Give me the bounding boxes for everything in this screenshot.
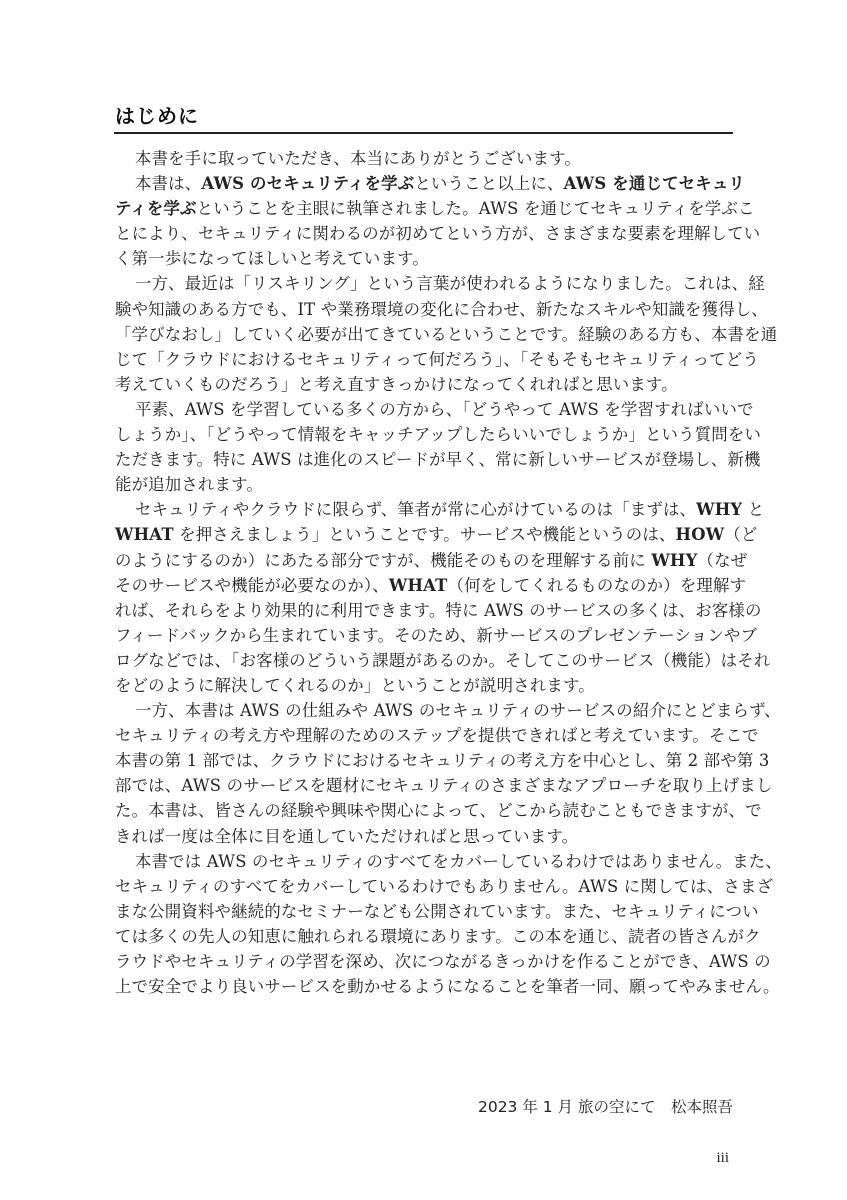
text-segment: セキュリティの考え方や理解のためのステップを提供できればと考えています。そこで: [115, 726, 759, 746]
paragraph-1-line: [115, 146, 733, 171]
text-segment: 考えていくものだろう」と考え直すきっかけになってくれればと思います。: [115, 374, 678, 394]
paragraph-4-line: [115, 447, 761, 472]
bold-text: ティを学ぶ: [115, 199, 197, 219]
paragraph-3-line: [115, 372, 733, 397]
text-segment: た。本書は、皆さんの経験や興味や関心によって、どこから読むこともできますが、で: [115, 801, 762, 821]
section-heading: はじめに: [115, 104, 199, 128]
paragraph-3-line: [115, 297, 769, 322]
paragraph-2-line: [115, 171, 746, 196]
paragraph-6-line: [115, 748, 770, 773]
text-segment: そのサービスや機能が必要なのか）、: [115, 575, 389, 595]
paragraph-5-line: [115, 573, 747, 598]
paragraph-6-line: [115, 698, 781, 723]
signature: 2023 年 1 月 旅の空にて 松本照吾: [477, 1098, 733, 1116]
paragraph-2-line: [115, 246, 733, 271]
text-segment: 一方、本書は AWS の仕組みや AWS のセキュリティのサービスの紹介にとどまらず、: [135, 701, 781, 721]
text-segment: （なぜ: [697, 550, 748, 570]
paragraph-3-line: [115, 271, 765, 296]
paragraph-5-line: [115, 497, 765, 522]
text-segment: じて「クラウドにおけるセキュリティって何だろう」、「そもそもセキュリティってどう: [115, 349, 759, 369]
text-segment: と: [742, 500, 765, 520]
text-segment: のようにするのか）にあたる部分ですが、機能そのものを理解する前に: [115, 550, 652, 570]
paragraph-6-line: [115, 798, 762, 823]
text-segment: しょうか」、「どうやって情報をキャッチアップしたらいいでしょうか」という質問をい: [115, 425, 762, 445]
paragraph-5-line: [115, 598, 762, 623]
paragraph-2-line: [115, 196, 755, 221]
text-segment: フィードバックから生まれています。そのため、新サービスのプレゼンテーションやブ: [115, 625, 758, 645]
paragraph-6-line: [115, 723, 759, 748]
text-segment: （何をしてくれるものなのか）を理解す: [447, 575, 747, 595]
body-text: [115, 146, 782, 999]
text-segment: 部では、AWS のサービスを題材にセキュリティのさまざまなアプローチを取り上げまし: [115, 776, 773, 796]
text-segment: セキュリティのすべてをカバーしているわけでもありません。AWS に関しては、さまざ: [115, 876, 774, 896]
paragraph-7-line: [115, 849, 782, 874]
paragraph-7-line: [115, 899, 759, 924]
paragraph-4-line: [115, 397, 754, 422]
bold-text: WHAT: [115, 525, 174, 545]
text-segment: ログなどでは、「お客様のどういう課題があるのか。そしてこのサービス（機能）はそれ: [115, 650, 771, 670]
paragraph-7-line: [115, 924, 761, 949]
text-segment: 本書の第 1 部では、クラウドにおけるセキュリティの考え方を中心とし、第 2 部や第 3: [115, 751, 770, 771]
paragraph-5-line: [115, 623, 758, 648]
paragraph-3-line: [115, 347, 759, 372]
bold-text: WHAT: [388, 575, 448, 595]
text-segment: をどのように解決してくれるのか」ということが説明されます。: [115, 675, 595, 695]
text-segment: く第一歩になってほしいと考えています。: [115, 249, 429, 269]
text-segment: ラウドやセキュリティの学習を深め、次につながるきっかけを作ることができ、AWS の: [115, 952, 771, 971]
text-segment: きれば一度は全体に目を通していただければと思っています。: [115, 826, 579, 846]
text-segment: とにより、セキュリティに関わるのが初めてという方が、さまざまな要素を理解してい: [115, 224, 761, 244]
bold-text: WHY: [651, 550, 698, 570]
paragraph-5-line: [115, 673, 733, 698]
bold-text: HOW: [675, 525, 725, 545]
text-segment: ては多くの先人の知恵に触れられる環境にあります。この本を通じ、読者の皆さんがク: [115, 926, 761, 946]
heading-rule: [114, 132, 733, 134]
text-segment: 上で安全でより良いサービスを動かせるようになることを筆者一同、願ってやみません。: [115, 977, 780, 997]
paragraph-7-line: [115, 874, 774, 899]
text-segment: れば、それらをより効果的に利用できます。特に AWS のサービスの多くは、お客様の: [115, 600, 762, 620]
text-segment: まな公開資料や継続的なセミナーなども公開されています。また、セキュリティについ: [115, 901, 759, 921]
paragraph-6-line: [115, 773, 773, 798]
paragraph-3-line: [115, 322, 778, 347]
text-segment: 平素、AWS を学習している多くの方から、「どうやって AWS を学習すればいいで: [135, 399, 754, 419]
paragraph-4-line: [115, 472, 733, 497]
bold-text: WHY: [696, 500, 743, 520]
text-segment: ということ以上に、: [414, 174, 564, 194]
text-segment: セキュリティやクラウドに限らず、筆者が常に心がけているのは「まずは、: [135, 500, 697, 520]
text-segment: ということを主眼に執筆されました。AWS を通じてセキュリティを学ぶこ: [196, 199, 755, 219]
text-segment: 験や知識のある方でも、IT や業務環境の変化に合わせ、新たなスキルや知識を獲得し、: [115, 299, 769, 319]
text-segment: （ど: [724, 525, 758, 545]
bold-text: のセキュリティを学ぶ: [244, 174, 415, 194]
text-segment: を押さえましょう」ということです。サービスや機能というのは、: [173, 525, 676, 545]
bold-text: AWS: [201, 174, 245, 194]
paragraph-7-line: [115, 974, 780, 999]
text-segment: ただきます。特に AWS は進化のスピードが早く、常に新しいサービスが登場し、新機: [115, 450, 761, 470]
paragraph-6-line: [115, 824, 733, 849]
bold-text: AWS: [563, 174, 607, 194]
text-segment: 本書は、: [135, 174, 202, 194]
text-segment: 「学びなおし」していく必要が出てきているということです。経験のある方も、本書を通: [115, 324, 778, 344]
paragraph-4-line: [115, 422, 762, 447]
page-number: iii: [716, 1150, 729, 1166]
paragraph-5-line: [115, 648, 771, 673]
paragraph-7-line: [115, 949, 771, 974]
paragraph-5-line: [115, 548, 748, 573]
paragraph-2-line: [115, 221, 761, 246]
text-segment: 一方、最近は「リスキリング」という言葉が使われるようになりました。これは、経: [135, 274, 765, 294]
text-segment: 本書を手に取っていただき、本当にありがとうございます。: [135, 149, 581, 168]
text-segment: 本書では AWS のセキュリティのすべてをカバーしているわけではありません。また、: [135, 851, 782, 871]
text-segment: 能が追加されます。: [115, 475, 264, 495]
paragraph-5-line: [115, 522, 758, 547]
bold-text: を通じてセキュリ: [606, 174, 746, 194]
